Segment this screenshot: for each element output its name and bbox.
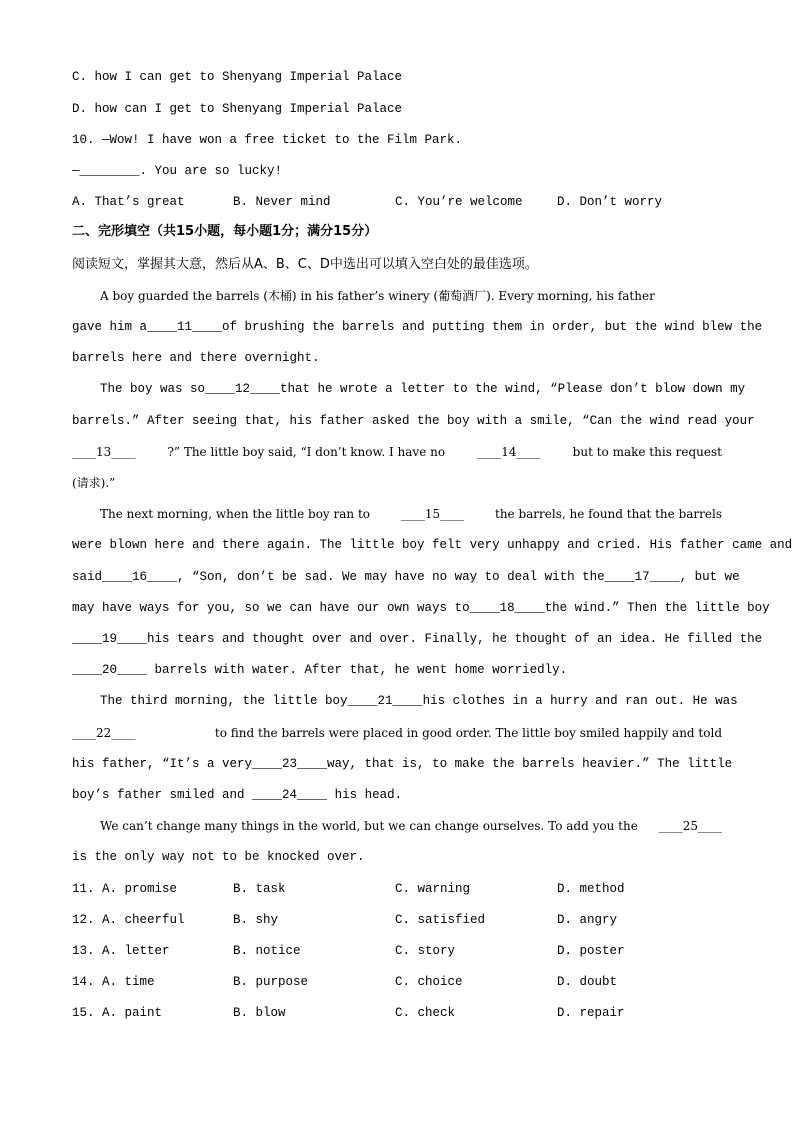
text: ?” The little boy said, “I don’t know. I have no xyxy=(167,445,446,459)
option-c: C. warning xyxy=(395,882,471,896)
text: his head. xyxy=(334,788,403,802)
passage-line xyxy=(72,601,770,615)
option-d: D. angry xyxy=(557,913,618,927)
option-b: B. notice xyxy=(233,944,301,958)
option-c-q9: C. how I can get to Shenyang Imperial Palace xyxy=(72,70,403,84)
text: that he wrote a letter to the wind, “Please don’t blow down my xyxy=(280,382,746,396)
passage-line xyxy=(72,632,763,646)
passage-line: barrels.” After seeing that, his father asked the boy with a smile, “Can the wind read your xyxy=(72,414,755,428)
blank-13: ____13____ xyxy=(72,445,136,459)
blank-22: ____22____ xyxy=(72,726,136,740)
text: may have ways for you, so we can have our own ways to xyxy=(72,601,470,615)
passage-line: barrels here and there overnight. xyxy=(72,351,320,365)
answer-row-11 xyxy=(72,882,722,896)
blank-15: ____15____ xyxy=(400,507,465,521)
passage-line xyxy=(72,320,763,334)
option-b: B. Never mind xyxy=(233,195,331,209)
option-c: C. story xyxy=(395,944,456,958)
passage-line xyxy=(72,445,722,459)
blank-11: ____11____ xyxy=(147,320,223,334)
option-c: C. You’re welcome xyxy=(395,195,523,209)
passage-line xyxy=(100,819,722,833)
passage-line xyxy=(72,726,722,740)
option-c: C. choice xyxy=(395,975,463,989)
option-c: C. satisfied xyxy=(395,913,486,927)
option-a: 14. A. time xyxy=(72,975,155,989)
answer-row-14 xyxy=(72,975,722,989)
passage-line: (请求).” xyxy=(72,476,116,490)
option-b: B. task xyxy=(233,882,286,896)
text: the wind.” Then the little boy xyxy=(544,601,770,615)
blank-23: ____23____ xyxy=(252,757,328,771)
option-d: D. poster xyxy=(557,944,625,958)
blank-24: ____24____ xyxy=(252,788,328,802)
text: boy’s father smiled and xyxy=(72,788,245,802)
answer-prefix: — xyxy=(72,164,80,178)
blank-16: ____16____ xyxy=(102,570,178,584)
blank-14: ____14____ xyxy=(477,445,541,459)
text: The next morning, when the little boy ran to xyxy=(100,507,370,521)
option-d: D. method xyxy=(557,882,625,896)
text: , “Son, don’t be sad. We may have no way to deal with the xyxy=(177,570,605,584)
text: but to make this request xyxy=(572,445,722,459)
text: his clothes in a hurry and ran out. He was xyxy=(422,694,738,708)
option-d-q9: D. how can I get to Shenyang Imperial Palace xyxy=(72,102,403,116)
option-a: 12. A. cheerful xyxy=(72,913,185,927)
text: way, that is, to make the barrels heavier.” The little xyxy=(327,757,733,771)
blank-20: ____20____ xyxy=(72,663,148,677)
text: to find the barrels were placed in good order. The little boy smiled happily and told xyxy=(214,726,722,740)
passage-line xyxy=(100,289,722,303)
section-instruction: 阅读短文，掌握其大意，然后从A、B、C、D中选出可以填入空白处的最佳选项。 xyxy=(72,257,538,272)
option-d: D. repair xyxy=(557,1006,625,1020)
answer-row-12 xyxy=(72,913,722,927)
option-b: B. blow xyxy=(233,1006,286,1020)
passage-line xyxy=(72,663,722,677)
option-b: B. purpose xyxy=(233,975,309,989)
text: We can’t change many things in the world, but we can change ourselves. To add you the xyxy=(100,819,638,833)
text: said xyxy=(72,570,103,584)
section-heading: 二、完形填空（共15小题，每小题1分；满分15分） xyxy=(72,224,378,239)
passage-line xyxy=(72,788,722,802)
passage-line xyxy=(72,570,740,584)
passage-line xyxy=(100,694,738,708)
text: The third morning, the little boy xyxy=(100,694,348,708)
text: of brushing the barrels and putting them in order, but the wind blew the xyxy=(222,320,763,334)
option-c: C. check xyxy=(395,1006,456,1020)
passage-line: were blown here and there again. The little boy felt very unhappy and cried. His father came and xyxy=(72,538,793,552)
text: the barrels, he found that the barrels xyxy=(495,507,722,521)
question-10-options xyxy=(72,195,722,209)
blank-19: ____19____ xyxy=(72,632,148,646)
answer-row-13 xyxy=(72,944,722,958)
text: The boy was so xyxy=(100,382,206,396)
option-d: D. Don’t worry xyxy=(557,195,663,209)
answer-row-15 xyxy=(72,1006,722,1020)
blank-17: ____17____ xyxy=(604,570,680,584)
blank-25: ____25____ xyxy=(658,819,722,833)
passage-line xyxy=(72,757,733,771)
option-b: B. shy xyxy=(233,913,279,927)
text: , but we xyxy=(679,570,740,584)
text: A boy guarded the barrels (木桶) in his father’s winery (葡萄酒厂). Every morning, his father xyxy=(100,289,655,303)
option-a: 13. A. letter xyxy=(72,944,170,958)
blank-18: ____18____ xyxy=(469,601,545,615)
text: his tears and thought over and over. Finally, he thought of an idea. He filled the xyxy=(147,632,763,646)
option-a: 11. A. promise xyxy=(72,882,178,896)
option-a: 15. A. paint xyxy=(72,1006,163,1020)
passage-line xyxy=(100,382,746,396)
blank-12: ____12____ xyxy=(205,382,281,396)
text: his father, “It’s a very xyxy=(72,757,253,771)
answer-blank: ________ xyxy=(79,164,140,178)
blank-21: ____21____ xyxy=(347,694,423,708)
answer-suffix: . You are so lucky! xyxy=(139,164,283,178)
text: gave him a xyxy=(72,320,148,334)
passage-line xyxy=(100,507,722,521)
question-10: 10. —Wow! I have won a free ticket to the Film Park. xyxy=(72,133,463,147)
text: barrels with water. After that, he went home worriedly. xyxy=(154,663,568,677)
question-10-answer xyxy=(72,164,722,178)
passage-line: is the only way not to be knocked over. xyxy=(72,850,365,864)
option-a: A. That’s great xyxy=(72,195,185,209)
option-d: D. doubt xyxy=(557,975,618,989)
